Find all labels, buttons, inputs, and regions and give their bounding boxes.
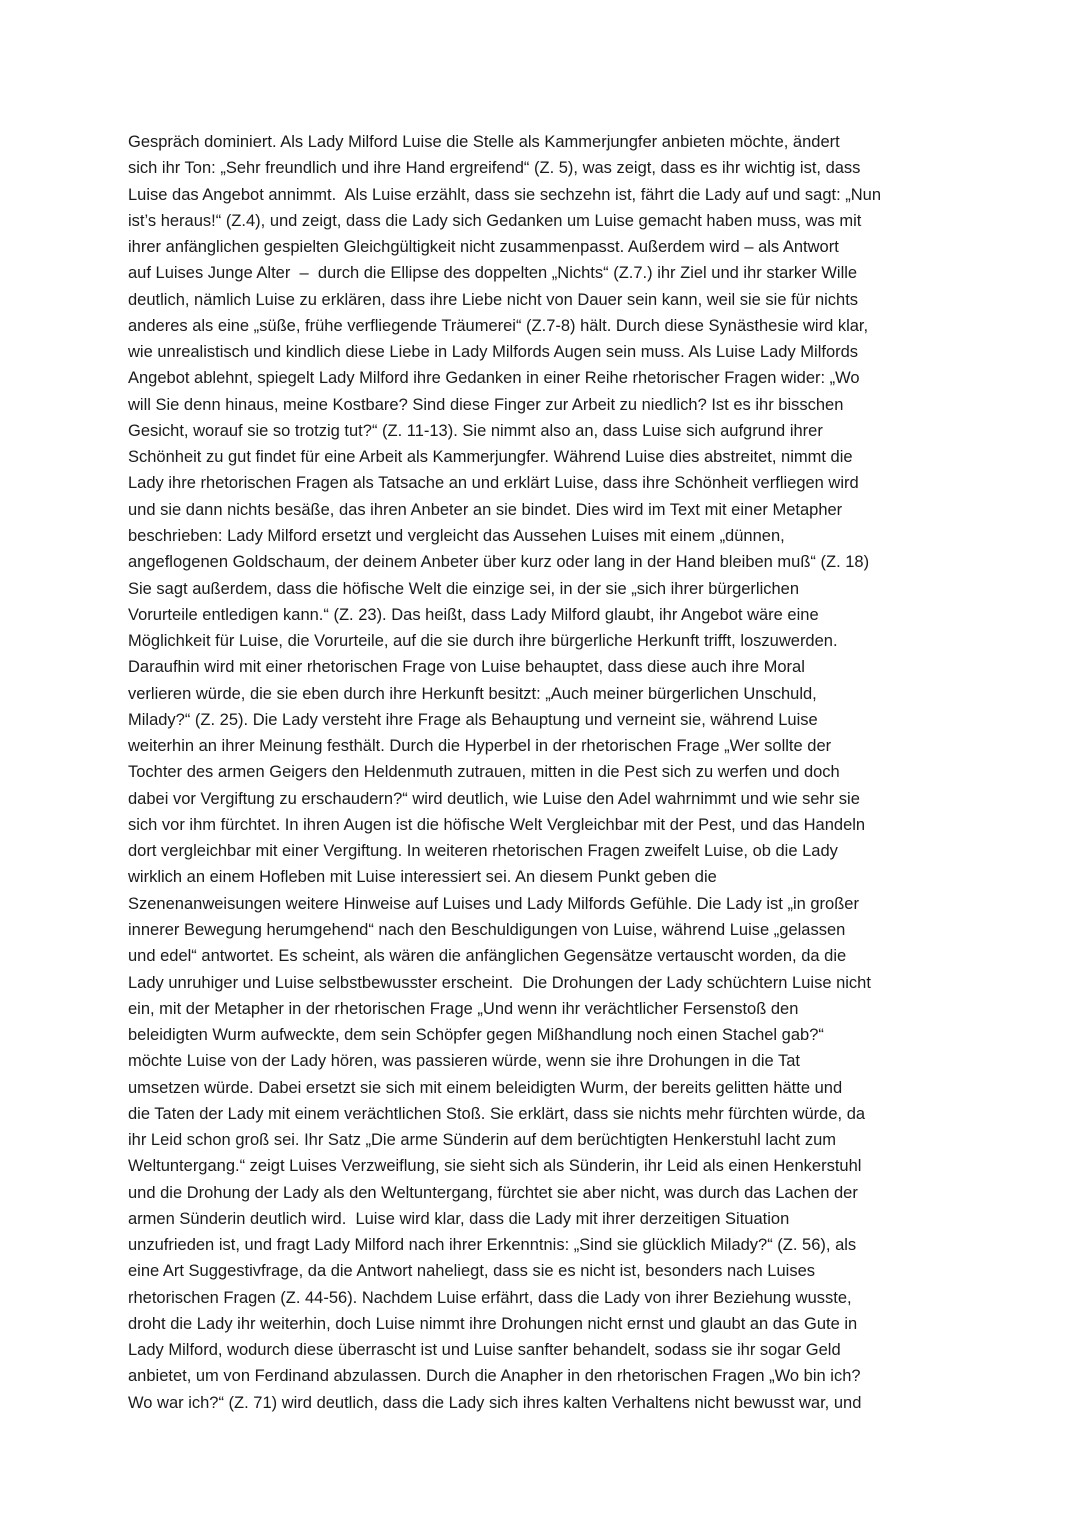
text-line: eine Art Suggestivfrage, da die Antwort naheliegt, dass sie es nicht ist, besonders nach Luises: [128, 1262, 815, 1281]
text-line: Vorurteile entledigen kann.“ (Z. 23). Das heißt, dass Lady Milford glaubt, ihr Angebot wäre eine: [128, 605, 819, 624]
text-line: ein, mit der Metapher in der rhetorischen Frage „Und wenn ihr verächtlicher Fersenstoß den: [128, 999, 799, 1018]
text-line: deutlich, nämlich Luise zu erklären, dass ihre Liebe nicht von Dauer sein kann, weil sie sie für nichts: [128, 290, 859, 309]
text-line: anderes als eine „süße, frühe verfliegende Träumerei“ (Z.7-8) hält. Durch diese Synästhesie wird klar,: [128, 316, 869, 335]
text-line: Luise das Angebot annimmt. Als Luise erzählt, dass sie sechzehn ist, fährt die Lady auf und sagt: „Nun: [128, 185, 882, 204]
text-line: Szenenanweisungen weitere Hinweise auf Luises und Lady Milfords Gefühle. Die Lady ist „in großer: [128, 894, 859, 913]
text-line: beschrieben: Lady Milford ersetzt und vergleicht das Aussehen Luises mit einem „dünnen,: [128, 526, 785, 545]
text-line: droht die Lady ihr weiterhin, doch Luise nimmt ihre Drohungen nicht ernst und glaubt an das Gute in: [128, 1314, 858, 1333]
text-line: anbietet, um von Ferdinand abzulassen. Durch die Anapher in den rhetorischen Fragen „Wo bin ich?: [128, 1367, 861, 1386]
text-line: Angebot ablehnt, spiegelt Lady Milford ihre Gedanken in einer Reihe rhetorischer Fragen wider: „Wo: [128, 369, 860, 388]
text-line: Daraufhin wird mit einer rhetorischen Frage von Luise behauptet, dass diese auch ihre Moral: [128, 658, 805, 677]
text-line: dabei vor Vergiftung zu erschaudern?“ wird deutlich, wie Luise den Adel wahrnimmt und wie sehr sie: [128, 789, 860, 808]
text-line: unzufrieden ist, und fragt Lady Milford nach ihrer Erkenntnis: „Sind sie glücklich Milady?“ (Z. 56), als: [128, 1236, 857, 1255]
text-line: sich vor ihm fürchtet. In ihren Augen ist die höfische Welt Vergleichbar mit der Pest, und das Handeln: [128, 815, 866, 834]
text-line: verlieren würde, die sie eben durch ihre Herkunft besitzt: „Auch meiner bürgerlichen Unschuld,: [128, 684, 817, 703]
text-line: möchte Luise von der Lady hören, was passieren würde, wenn sie ihre Drohungen in die Tat: [128, 1052, 801, 1071]
text-line: dort vergleichbar mit einer Vergiftung. In weiteren rhetorischen Fragen zweifelt Luise, ob die Lady: [128, 842, 838, 861]
text-line: innerer Bewegung herumgehend“ nach den Beschuldigungen von Luise, während Luise „gelassen: [128, 920, 846, 939]
text-line: Lady Milford, wodurch diese überrascht ist und Luise sanfter behandelt, sodass sie ihr sogar Geld: [128, 1341, 841, 1360]
text-line: beleidigten Wurm aufweckte, dem sein Schöpfer gegen Mißhandlung noch einen Stachel gab?“: [128, 1026, 824, 1045]
text-line: ist’s heraus!“ (Z.4), und zeigt, dass die Lady sich Gedanken um Luise gemacht haben muss, was mit: [128, 211, 862, 230]
text-line: will Sie denn hinaus, meine Kostbare? Sind diese Finger zur Arbeit zu niedlich? Ist es ihr bisschen: [128, 395, 844, 414]
text-line: und die Drohung der Lady als den Weltuntergang, fürchtet sie aber nicht, was durch das Lachen der: [128, 1183, 858, 1202]
text-line: Gespräch dominiert. Als Lady Milford Luise die Stelle als Kammerjungfer anbieten möchte, ändert: [128, 133, 840, 151]
text-line: angeflogenen Goldschaum, der deinem Anbeter über kurz oder lang in der Hand bleiben muß“ (Z. 18): [128, 553, 870, 572]
text-line: und sie dann nichts besäße, das ihren Anbeter an sie bindet. Dies wird im Text mit einer Metapher: [128, 500, 843, 519]
text-line: Gesicht, worauf sie so trotzig tut?“ (Z. 11-13). Sie nimmt also an, dass Luise sich aufgrund ihrer: [128, 421, 823, 440]
body-text: [128, 129, 958, 1416]
text-line: rhetorischen Fragen (Z. 44-56). Nachdem Luise erfährt, dass die Lady von ihrer Beziehung wusste,: [128, 1288, 852, 1307]
text-line: Sie sagt außerdem, dass die höfische Welt die einzige sei, in der sie „sich ihrer bürgerlichen: [128, 579, 800, 598]
text-line: Schönheit zu gut findet für eine Arbeit als Kammerjungfer. Während Luise dies abstreitet, nimmt die: [128, 448, 853, 467]
text-line: Weltuntergang.“ zeigt Luises Verzweiflung, sie sieht sich als Sünderin, ihr Leid als einen Henkerstuhl: [128, 1157, 862, 1176]
text-line: armen Sünderin deutlich wird. Luise wird klar, dass die Lady mit ihrer derzeitigen Situation: [128, 1209, 790, 1228]
text-line: wirklich an einem Hofleben mit Luise interessiert sei. An diesem Punkt geben die: [128, 868, 717, 887]
text-line: Lady ihre rhetorischen Fragen als Tatsache an und erklärt Luise, dass ihre Schönheit verfliegen wird: [128, 474, 859, 493]
text-line: die Taten der Lady mit einem verächtlichen Stoß. Sie erklärt, dass sie nichts mehr fürchten würde, da: [128, 1104, 866, 1123]
text-line: auf Luises Junge Alter – durch die Ellipse des doppelten „Nichts“ (Z.7.) ihr Ziel und ihr starker Wille: [128, 264, 858, 283]
text-line: Milady?“ (Z. 25). Die Lady versteht ihre Frage als Behauptung und verneint sie, während Luise: [128, 710, 818, 729]
text-line: sich ihr Ton: „Sehr freundlich und ihre Hand ergreifend“ (Z. 5), was zeigt, dass es ihr wichtig ist, dass: [128, 159, 861, 178]
text-line: umsetzen würde. Dabei ersetzt sie sich mit einem beleidigten Wurm, der bereits gelitten hätte und: [128, 1078, 843, 1097]
text-line: wie unrealistisch und kindlich diese Liebe in Lady Milfords Augen sein muss. Als Luise Lady Milfords: [128, 343, 859, 362]
text-line: und edel“ antwortet. Es scheint, als wären die anfänglichen Gegensätze vertauscht worden, da die: [128, 947, 847, 966]
text-line: ihr Leid schon groß sei. Ihr Satz „Die arme Sünderin auf dem berüchtigten Henkerstuhl lacht zum: [128, 1131, 837, 1150]
text-line: Lady unruhiger und Luise selbstbewusster erscheint. Die Drohungen der Lady schüchtern Luise nicht: [128, 973, 871, 992]
text-line: ihrer anfänglichen gespielten Gleichgültigkeit nicht zusammenpasst. Außerdem wird – als Antwort: [128, 238, 839, 257]
text-line: weiterhin an ihrer Meinung festhält. Durch die Hyperbel in der rhetorischen Frage „Wer sollte der: [128, 737, 832, 756]
text-line: Möglichkeit für Luise, die Vorurteile, auf die sie durch ihre bürgerliche Herkunft trifft, loszuwerden.: [128, 632, 838, 651]
text-line: Tochter des armen Geigers den Heldenmuth zutrauen, mitten in die Pest sich zu werfen und doch: [128, 763, 840, 782]
text-line: Wo war ich?“ (Z. 71) wird deutlich, dass die Lady sich ihres kalten Verhaltens nicht bewusst war, und: [128, 1393, 862, 1412]
